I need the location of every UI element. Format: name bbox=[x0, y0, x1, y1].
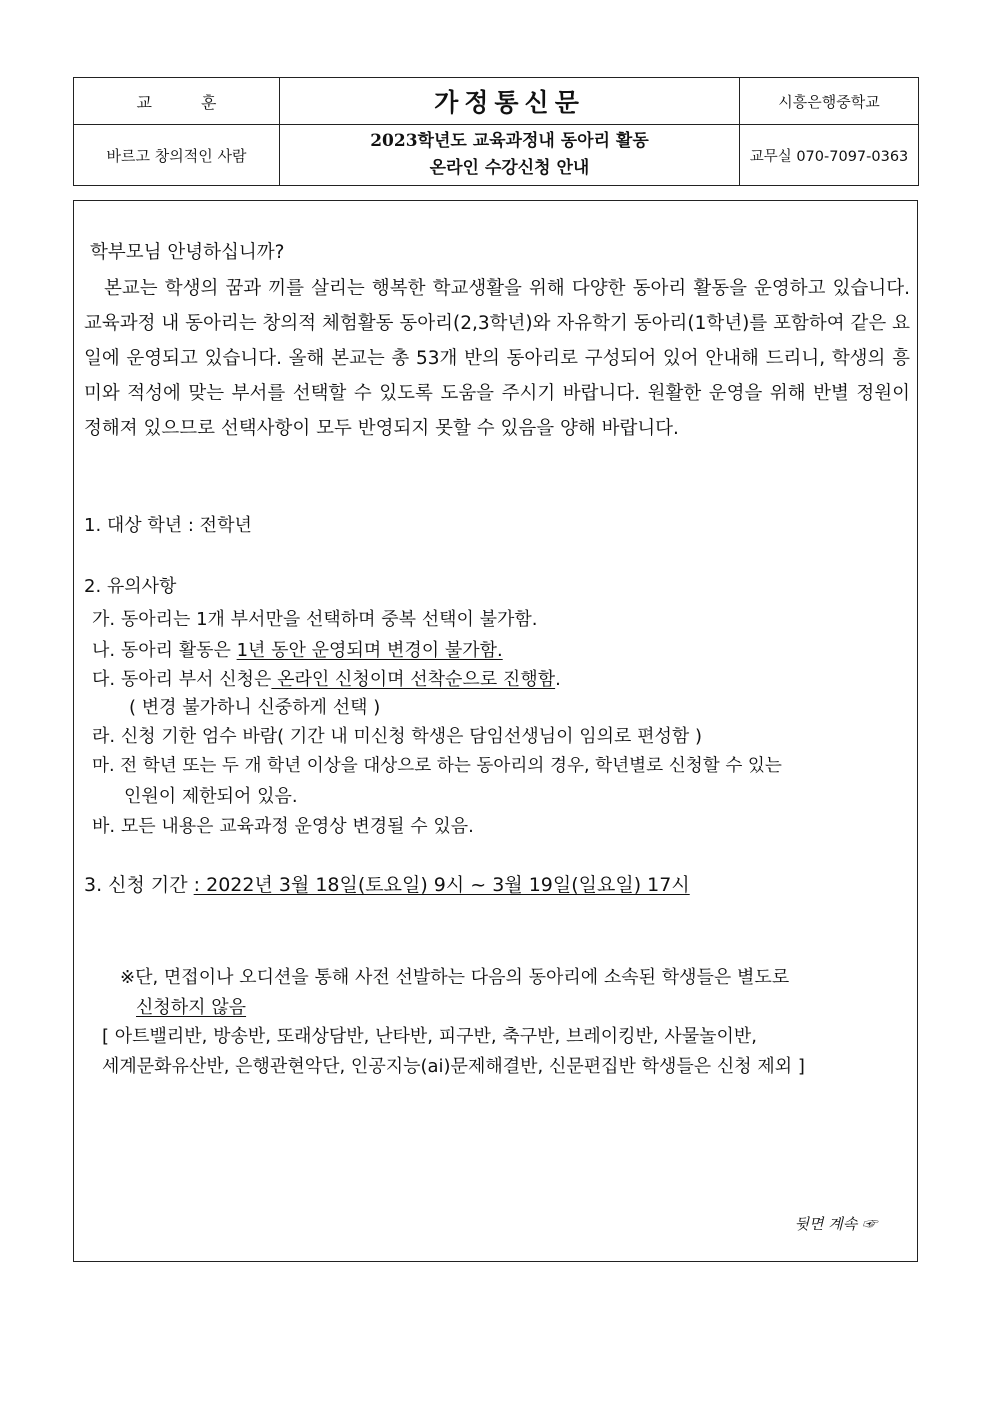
notice-line-1: ※단, 면접이나 오디션을 통해 사전 선발하는 다음의 동아리에 소속된 학생들은 별도로 bbox=[120, 967, 790, 988]
section-3-prefix: 3. 신청 기간 bbox=[84, 874, 194, 896]
excluded-clubs-line-2: 세계문화유산반, 은행관현악단, 인공지능(ai)문제해결반, 신문편집반 학생들은 신청 제외 ] bbox=[102, 1056, 805, 1077]
intro-paragraph bbox=[84, 271, 910, 446]
note-ma-line-1: 마. 전 학년 또는 두 개 학년 이상을 대상으로 하는 동아리의 경우, 학년별로 신청할 수 있는 bbox=[92, 756, 782, 776]
section-1-heading: 1. 대상 학년 : 전학년 bbox=[84, 515, 252, 536]
note-ra: 라. 신청 기한 엄수 바람( 기간 내 미신청 학생은 담임선생님이 임의로 편성함 ) bbox=[92, 726, 703, 747]
note-da-emphasis: 온라인 신청이며 선착순으로 진행함 bbox=[271, 669, 556, 690]
section-2-heading: 2. 유의사항 bbox=[84, 576, 177, 597]
header-table bbox=[73, 77, 919, 186]
page-title: 가정통신문 bbox=[434, 88, 585, 117]
greeting: 학부모님 안녕하십니까? bbox=[90, 242, 285, 263]
note-na-emphasis: 1년 동안 운영되며 변경이 불가함. bbox=[236, 640, 503, 661]
note-da-remark: ( 변경 불가하니 신중하게 선택 ) bbox=[129, 697, 381, 718]
note-da bbox=[92, 665, 561, 691]
school-name: 시흥은행중학교 bbox=[778, 92, 880, 111]
letter-body bbox=[73, 200, 918, 1262]
subtitle-cell bbox=[280, 125, 740, 186]
motto-label-cell bbox=[74, 78, 280, 125]
motto-cell bbox=[74, 125, 280, 186]
application-period: : 2022년 3월 18일(토요일) 9시 ~ 3월 19일(일요일) 17시 bbox=[193, 874, 690, 896]
note-na-prefix: 나. 동아리 활동은 bbox=[92, 640, 237, 661]
note-da-suffix: . bbox=[555, 669, 561, 690]
school-cell bbox=[740, 78, 919, 125]
note-da-prefix: 다. 동아리 부서 신청은 bbox=[92, 669, 272, 690]
note-na bbox=[92, 636, 503, 662]
school-motto: 바르고 창의적인 사람 bbox=[106, 146, 247, 165]
title-cell bbox=[280, 78, 740, 125]
office-cell bbox=[740, 125, 919, 186]
subtitle-line-1: 2023학년도 교육과정내 동아리 활동 bbox=[370, 131, 649, 151]
note-ba: 바. 모든 내용은 교육과정 운영상 변경될 수 있음. bbox=[92, 816, 474, 837]
notice-line-2: 신청하지 않음 bbox=[136, 997, 247, 1018]
excluded-clubs-line-1: [ 아트밸리반, 방송반, 또래상담반, 난타반, 피구반, 축구반, 브레이킹반, 사물놀이반, bbox=[102, 1026, 757, 1047]
office-contact: 교무실 070-7097-0363 bbox=[749, 148, 909, 165]
note-ma-line-2: 인원이 제한되어 있음. bbox=[124, 786, 298, 807]
subtitle-line-2: 온라인 수강신청 안내 bbox=[429, 158, 590, 178]
intro-text: 본교는 학생의 꿈과 끼를 살리는 행복한 학교생활을 위해 다양한 동아리 활동을 운영하고 있습니다. 교육과정 내 동아리는 창의적 체험활동 동아리(2,3학년)와 자유학기 동아리(1학년)를 포함하여 같은 요일에 운영되고 있습니다. 올해 본교는 총 53개 반의 동아리로 구성되어 있어 안내해 드리니, 학생의 흥미와 적성에 맞는 부서를 선택할 수 있도록 도움을 주시기 바랍니다. 원활한 운영을 위해 반별 정원이 정해져 있으므로 선택사항이 모두 반영되지 못할 수 있음을 양해 바랍니다. bbox=[84, 278, 910, 439]
motto-label: 교 훈 bbox=[136, 92, 239, 112]
note-ga: 가. 동아리는 1개 부서만을 선택하며 중복 선택이 불가함. bbox=[92, 609, 538, 630]
continue-note: 뒷면 계속 ☞ bbox=[794, 1215, 877, 1233]
section-3-period bbox=[84, 870, 690, 897]
